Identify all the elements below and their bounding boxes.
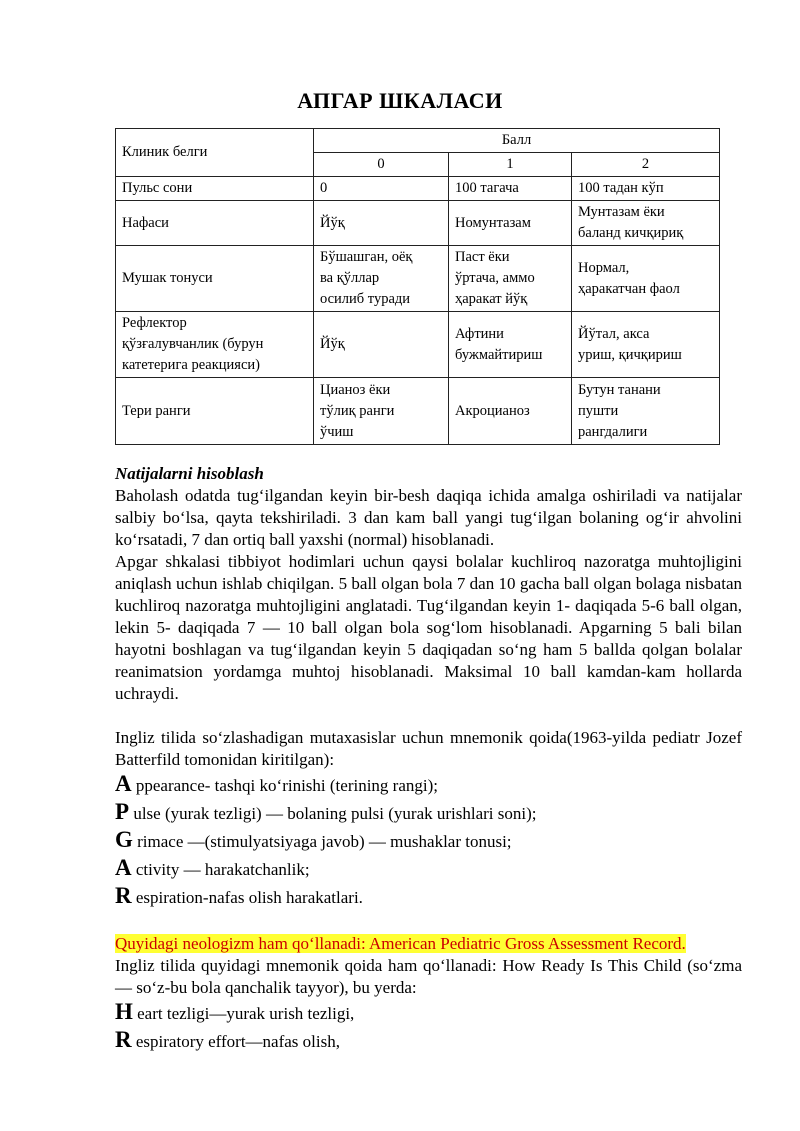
table-cell: Мунтазам ёки баланд кичқириқ [572, 201, 720, 246]
mnemonic-item [115, 883, 742, 911]
table-cell: Акроцианоз [449, 378, 572, 445]
mnemonic-text: ulse (yurak tezligi) — bolaning pulsi (yurak urishlari soni); [129, 804, 537, 823]
table-cell: Паст ёки ўртача, аммо ҳаракат йўқ [449, 246, 572, 312]
header-score: Балл [314, 129, 720, 153]
mnemonic-letter: A [115, 771, 132, 796]
score-column-1: 1 [449, 153, 572, 177]
table-title: АПГАР ШКАЛАСИ [297, 88, 503, 113]
second-mnemonic-intro: Ingliz tilida quyidagi mnemonik qoida ham qo‘llanadi: How Ready Is This Child (so‘zma — so‘z-bu bola qanchalik tayyor), bu yerda: [115, 956, 742, 997]
mnemonic-letter: G [115, 827, 133, 852]
table-cell: Номунтазам [449, 201, 572, 246]
mnemonic-text: eart tezligi—yurak urish tezligi, [132, 1004, 355, 1023]
highlight-text: Quyidagi neologizm ham qo‘llanadi: American Pediatric Gross Assessment Record. [115, 934, 686, 953]
mnemonic-letter: H [115, 999, 133, 1024]
table-cell: 0 [314, 177, 449, 201]
apgar-table [115, 128, 720, 445]
table-cell: Йўқ [314, 201, 449, 246]
mnemonic-text: ppearance- tashqi ko‘rinishi (terining rangi); [131, 776, 438, 795]
mnemonic-item [115, 771, 742, 799]
mnemonic-letter: A [115, 855, 132, 880]
score-column-2: 2 [572, 153, 720, 177]
table-header-row [116, 129, 720, 153]
row-label: Пульс сони [116, 177, 314, 201]
table-row [116, 246, 720, 312]
table-cell: Бўшашган, оёқ ва қўллар осилиб туради [314, 246, 449, 312]
table-cell: Афтини бужмайтириш [449, 312, 572, 378]
row-label: Нафаси [116, 201, 314, 246]
mnemonic-item [115, 999, 742, 1027]
mnemonic-intro: Ingliz tilida so‘zlashadigan mutaxasislar uchun mnemonik qoida(1963-yilda pediatr Jozef Batterfild tomonidan kiritilgan): [115, 728, 742, 769]
header-criterion: Клиник белги [116, 129, 314, 177]
section-heading: Natijalarni hisoblash [115, 464, 264, 483]
body-text [115, 463, 742, 1055]
mnemonic-letter: R [115, 1027, 132, 1052]
table-cell: Йўқ [314, 312, 449, 378]
mnemonic-item [115, 1027, 742, 1055]
row-label: Тери ранги [116, 378, 314, 445]
table-row [116, 378, 720, 445]
row-label: Рефлектор қўзғалувчанлик (бурун катетерига реакцияси) [116, 312, 314, 378]
mnemonic-text: rimace —(stimulyatsiyaga javob) — mushaklar tonusi; [132, 832, 512, 851]
table-row [116, 177, 720, 201]
mnemonic-item [115, 855, 742, 883]
table-cell: Йўтал, акса уриш, қичқириш [572, 312, 720, 378]
paragraph: Apgar shkalasi tibbiyot hodimlari uchun qaysi bolalar kuchliroq nazoratga muhtojligini aniqlash uchun ishlab chiqilgan. 5 ball olgan bola 7 dan 10 gacha ball olgan bolaga nisbatan kuchliroq nazoratga muhtojligini anglatadi. Tug‘ilgandan keyin 1- daqiqada 5-6 ball olgan, lekin 5- daqiqada 7 — 10 ball olgan bola sog‘lom hisoblanadi. Apgarning 5 bali bilan hayotni boshlagan va tug‘ilgandan keyin 5 daqiqadan so‘ng ham 5 ballda qolgan bolalar reanimatsion yordamga muhtoj hisoblanadi. Maksimal 10 ball kamdan-kam hollarda uchraydi. [115, 552, 742, 703]
mnemonic-text: espiratory effort—nafas olish, [131, 1032, 340, 1051]
mnemonic-letter: P [115, 799, 130, 824]
mnemonic-letter: R [115, 883, 132, 908]
mnemonic-item [115, 827, 742, 855]
table-cell: 100 тадан кўп [572, 177, 720, 201]
table-cell: Бутун танани пушти рангдалиги [572, 378, 720, 445]
mnemonic-text: ctivity — harakatchanlik; [131, 860, 310, 879]
mnemonic-item [115, 799, 742, 827]
table-cell: Нормал, ҳаракатчан фаол [572, 246, 720, 312]
paragraph: Baholash odatda tug‘ilgandan keyin bir-besh daqiqa ichida amalga oshiriladi va natijalar salbiy bo‘lsa, qayta tekshiriladi. 3 dan kam ball yangi tug‘ilgan bolaning og‘ir ahvolini ko‘rsatadi, 7 dan ortiq ball yaxshi (normal) hisoblanadi. [115, 486, 742, 549]
table-row [116, 201, 720, 246]
row-label: Мушак тонуси [116, 246, 314, 312]
score-column-0: 0 [314, 153, 449, 177]
table-cell: 100 тагача [449, 177, 572, 201]
table-cell: Цианоз ёки тўлиқ ранги ўчиш [314, 378, 449, 445]
table-row [116, 312, 720, 378]
highlighted-note [115, 933, 742, 955]
mnemonic-text: espiration-nafas olish harakatlari. [131, 888, 363, 907]
